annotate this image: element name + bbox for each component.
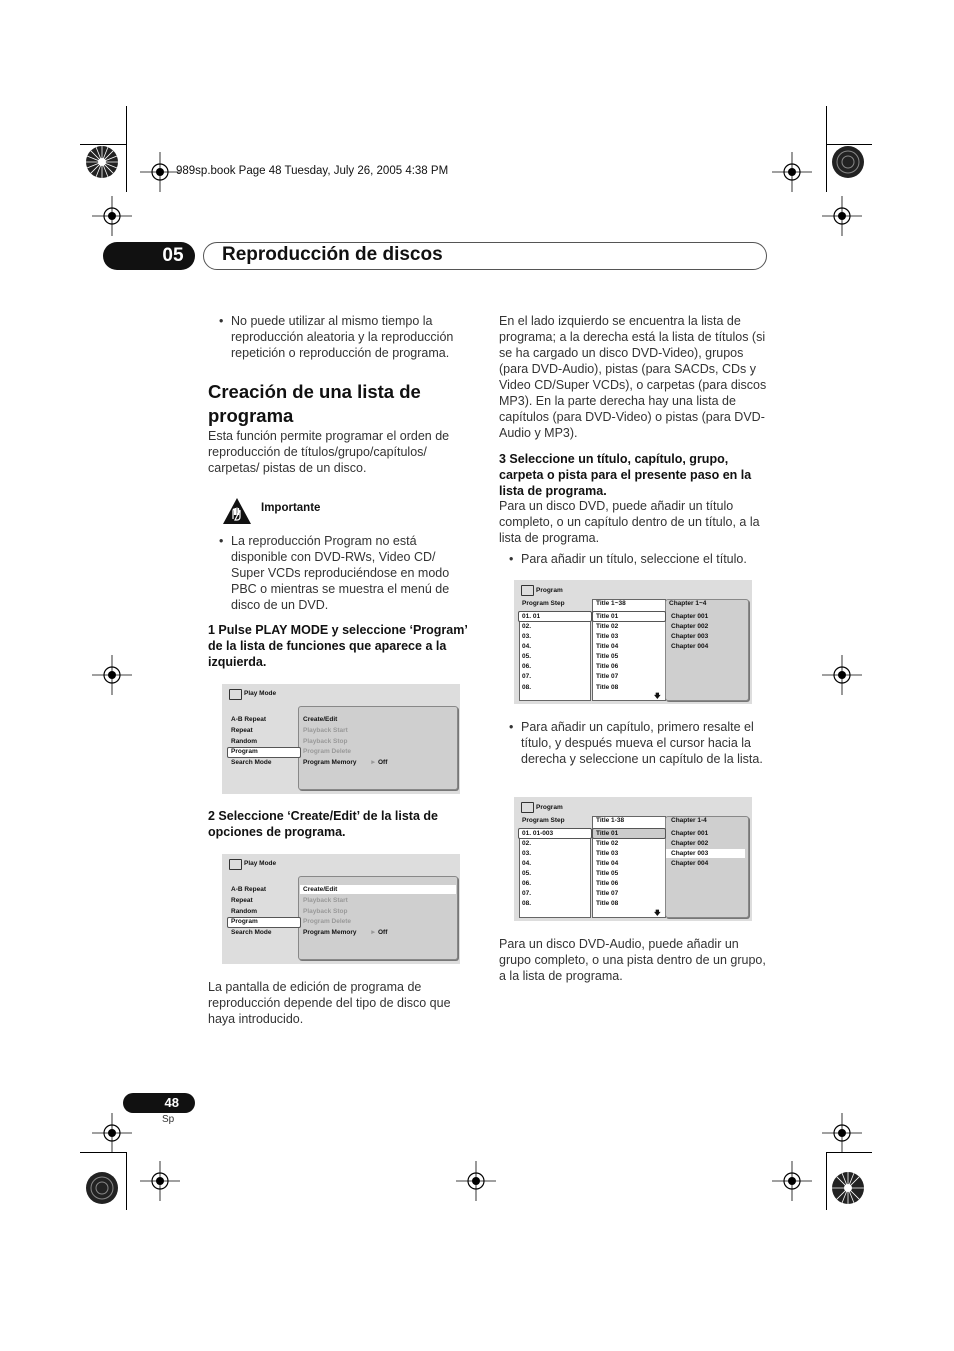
description-text: En el lado izquierdo se encuentra la lista de programa; a la derecha está la lista de títulos (si se ha cargado un disco DVD-Video), grupos (para DVD-Audio), pistas (para SACDs, CDs y Video CD/Super VCDs), o carpetas (para discos MP3). En la parte derecha hay una lista de capítulos (para DVD-Video) o pistas (para DVD-Audio y MP3). <box>499 314 767 440</box>
option-item: Program Delete <box>303 918 352 925</box>
screen-title: Program <box>536 804 563 811</box>
bullet-text: No puede utilizar al mismo tiempo la reproducción aleatoria y la reproducción repetición o reproducción de programa. <box>231 314 454 360</box>
title-item: Title 03 <box>596 850 619 857</box>
program-step-label: Program Step <box>522 600 565 607</box>
right-arrow-icon: ► <box>370 929 377 936</box>
step-1-heading: 1 Pulse PLAY MODE y seleccione ‘Program’ de la lista de funciones que aparece a la izquierda. <box>208 623 468 669</box>
crop-line <box>126 106 127 192</box>
list-item <box>219 533 471 613</box>
screen-icon <box>521 802 534 813</box>
title-header: Title 1-38 <box>596 817 625 824</box>
function-item: Search Mode <box>231 929 272 936</box>
crop-line <box>826 1152 827 1210</box>
play-mode-screenshot <box>222 684 460 794</box>
registration-wheel-icon <box>830 1170 866 1206</box>
registration-wheel-icon <box>830 144 866 180</box>
bullet-text: La reproducción Program no está disponible con DVD-RWs, Video CD/ Super VCDs reproduciéndose en modo PBC o mientras se muestra el menú de disco de un DVD. <box>231 534 450 612</box>
closing-text: La pantalla de edición de programa de reproducción depende del tipo de disco que haya introducido. <box>208 980 451 1026</box>
chapter-item: Chapter 004 <box>671 643 709 650</box>
section-heading: Creación de una lista de programa <box>208 381 421 426</box>
function-item: Repeat <box>231 897 253 904</box>
option-item: Program Memory <box>303 929 357 936</box>
function-item: Random <box>231 908 257 915</box>
function-item: Program <box>231 918 258 925</box>
program-step: 04. <box>522 860 532 867</box>
important-label: Importante <box>261 502 321 514</box>
option-item: Create/Edit <box>303 886 338 893</box>
crosshair-icon <box>822 655 862 695</box>
function-item: A-B Repeat <box>231 886 267 893</box>
crosshair-icon <box>772 152 812 192</box>
option-item: Playback Stop <box>303 908 348 915</box>
page-number: 48 <box>123 1093 195 1113</box>
crop-line <box>126 1152 127 1210</box>
chapter-title: Reproducción de discos <box>222 244 443 265</box>
program-step: 06. <box>522 663 532 670</box>
crop-line <box>826 106 827 192</box>
program-step: 01. 01 <box>522 613 541 620</box>
title-item: Title 03 <box>596 633 619 640</box>
crosshair-icon <box>140 152 180 192</box>
screen-icon <box>521 585 534 596</box>
program-step: 06. <box>522 880 532 887</box>
program-step: 08. <box>522 684 532 691</box>
program-step: 02. <box>522 623 532 630</box>
bullet-icon: • <box>219 314 224 328</box>
list-item <box>509 719 771 767</box>
program-step: 07. <box>522 890 532 897</box>
bullet-text: Para añadir un capítulo, primero resalte el título, y después mueva el cursor hacia la derecha y seleccione un capítulo de la lista. <box>521 720 763 766</box>
program-step: 05. <box>522 870 532 877</box>
chapter-number-badge: 05 <box>103 242 195 270</box>
crosshair-icon <box>92 196 132 236</box>
screen-icon <box>229 689 242 700</box>
title-item: Title 08 <box>596 684 619 691</box>
chapter-item: Chapter 003 <box>671 850 709 857</box>
program-step: 07. <box>522 673 532 680</box>
option-item: Create/Edit <box>303 716 338 723</box>
program-step: 05. <box>522 653 532 660</box>
chapter-item: Chapter 003 <box>671 633 709 640</box>
bullet-icon: • <box>509 720 514 734</box>
right-arrow-icon: ► <box>370 759 377 766</box>
intro-text: Esta función permite programar el orden de reproducción de títulos/grupo/capítulos/ carpetas/ pistas de un disco. <box>208 429 450 475</box>
screen-title: Program <box>536 587 563 594</box>
title-item: Title 01 <box>596 613 619 620</box>
function-item: Search Mode <box>231 759 272 766</box>
crosshair-icon <box>92 1113 132 1153</box>
function-item: Random <box>231 738 257 745</box>
registration-wheel-icon <box>84 1170 120 1206</box>
program-step: 03. <box>522 633 532 640</box>
closing-text: Para un disco DVD-Audio, puede añadir un grupo completo, o una pista dentro de un grupo, a la lista de programa. <box>499 937 766 983</box>
program-screenshot <box>514 797 752 921</box>
title-item: Title 04 <box>596 643 619 650</box>
list-item <box>219 313 475 361</box>
step-3-text: Para un disco DVD, puede añadir un título completo, o un capítulo dentro de un título, a la lista de programa. <box>499 499 760 545</box>
program-step: 02. <box>522 840 532 847</box>
option-item: Program Delete <box>303 748 352 755</box>
chapter-header: Chapter 1~4 <box>669 600 707 607</box>
title-item: Title 06 <box>596 663 619 670</box>
crosshair-icon <box>822 196 862 236</box>
program-step-label: Program Step <box>522 817 565 824</box>
option-item: Program Memory <box>303 759 357 766</box>
function-item: A-B Repeat <box>231 716 267 723</box>
important-warning-icon <box>222 497 252 525</box>
crosshair-icon <box>772 1161 812 1201</box>
scroll-down-arrow-icon: 🡇 <box>654 693 661 700</box>
program-step: 04. <box>522 643 532 650</box>
list-item <box>509 551 771 567</box>
function-item: Repeat <box>231 727 253 734</box>
option-item: Playback Start <box>303 897 348 904</box>
crosshair-icon <box>92 655 132 695</box>
program-step: 01. 01-003 <box>522 830 554 837</box>
step-2-heading: 2 Seleccione ‘Create/Edit’ de la lista de opciones de programa. <box>208 809 438 839</box>
chapter-item: Chapter 001 <box>671 830 709 837</box>
chapter-item: Chapter 001 <box>671 613 709 620</box>
bullet-text: Para añadir un título, seleccione el título. <box>521 552 747 566</box>
title-item: Title 06 <box>596 880 619 887</box>
memory-value: Off <box>378 929 388 936</box>
language-label: Sp <box>162 1114 175 1125</box>
function-item: Program <box>231 748 258 755</box>
play-mode-screenshot <box>222 854 460 964</box>
memory-value: Off <box>378 759 388 766</box>
print-info: 989sp.book Page 48 Tuesday, July 26, 2005 4:38 PM <box>176 165 449 177</box>
screen-icon <box>229 859 242 870</box>
scroll-down-arrow-icon: 🡇 <box>654 910 661 917</box>
title-item: Title 01 <box>596 830 619 837</box>
screen-title: Play Mode <box>244 860 277 867</box>
title-item: Title 05 <box>596 653 619 660</box>
chapter-item: Chapter 002 <box>671 840 709 847</box>
crosshair-icon <box>140 1161 180 1201</box>
title-header: Title 1~38 <box>596 600 626 607</box>
program-step: 08. <box>522 900 532 907</box>
title-item: Title 04 <box>596 860 619 867</box>
crosshair-icon <box>456 1161 496 1201</box>
bullet-icon: • <box>509 552 514 566</box>
chapter-item: Chapter 004 <box>671 860 709 867</box>
program-step: 03. <box>522 850 532 857</box>
chapter-item: Chapter 002 <box>671 623 709 630</box>
program-screenshot <box>514 580 752 704</box>
screen-title: Play Mode <box>244 690 277 697</box>
title-item: Title 02 <box>596 623 619 630</box>
crosshair-icon <box>822 1113 862 1153</box>
chapter-header: Chapter 1-4 <box>671 817 707 824</box>
option-item: Playback Start <box>303 727 348 734</box>
title-item: Title 08 <box>596 900 619 907</box>
registration-wheel-icon <box>84 144 120 180</box>
title-item: Title 05 <box>596 870 619 877</box>
title-item: Title 02 <box>596 840 619 847</box>
step-3-heading: 3 Seleccione un título, capítulo, grupo, carpeta o pista para el presente paso en la lista de programa. <box>499 452 752 498</box>
title-item: Title 07 <box>596 673 619 680</box>
title-item: Title 07 <box>596 890 619 897</box>
option-item: Playback Stop <box>303 738 348 745</box>
bullet-icon: • <box>219 534 224 548</box>
